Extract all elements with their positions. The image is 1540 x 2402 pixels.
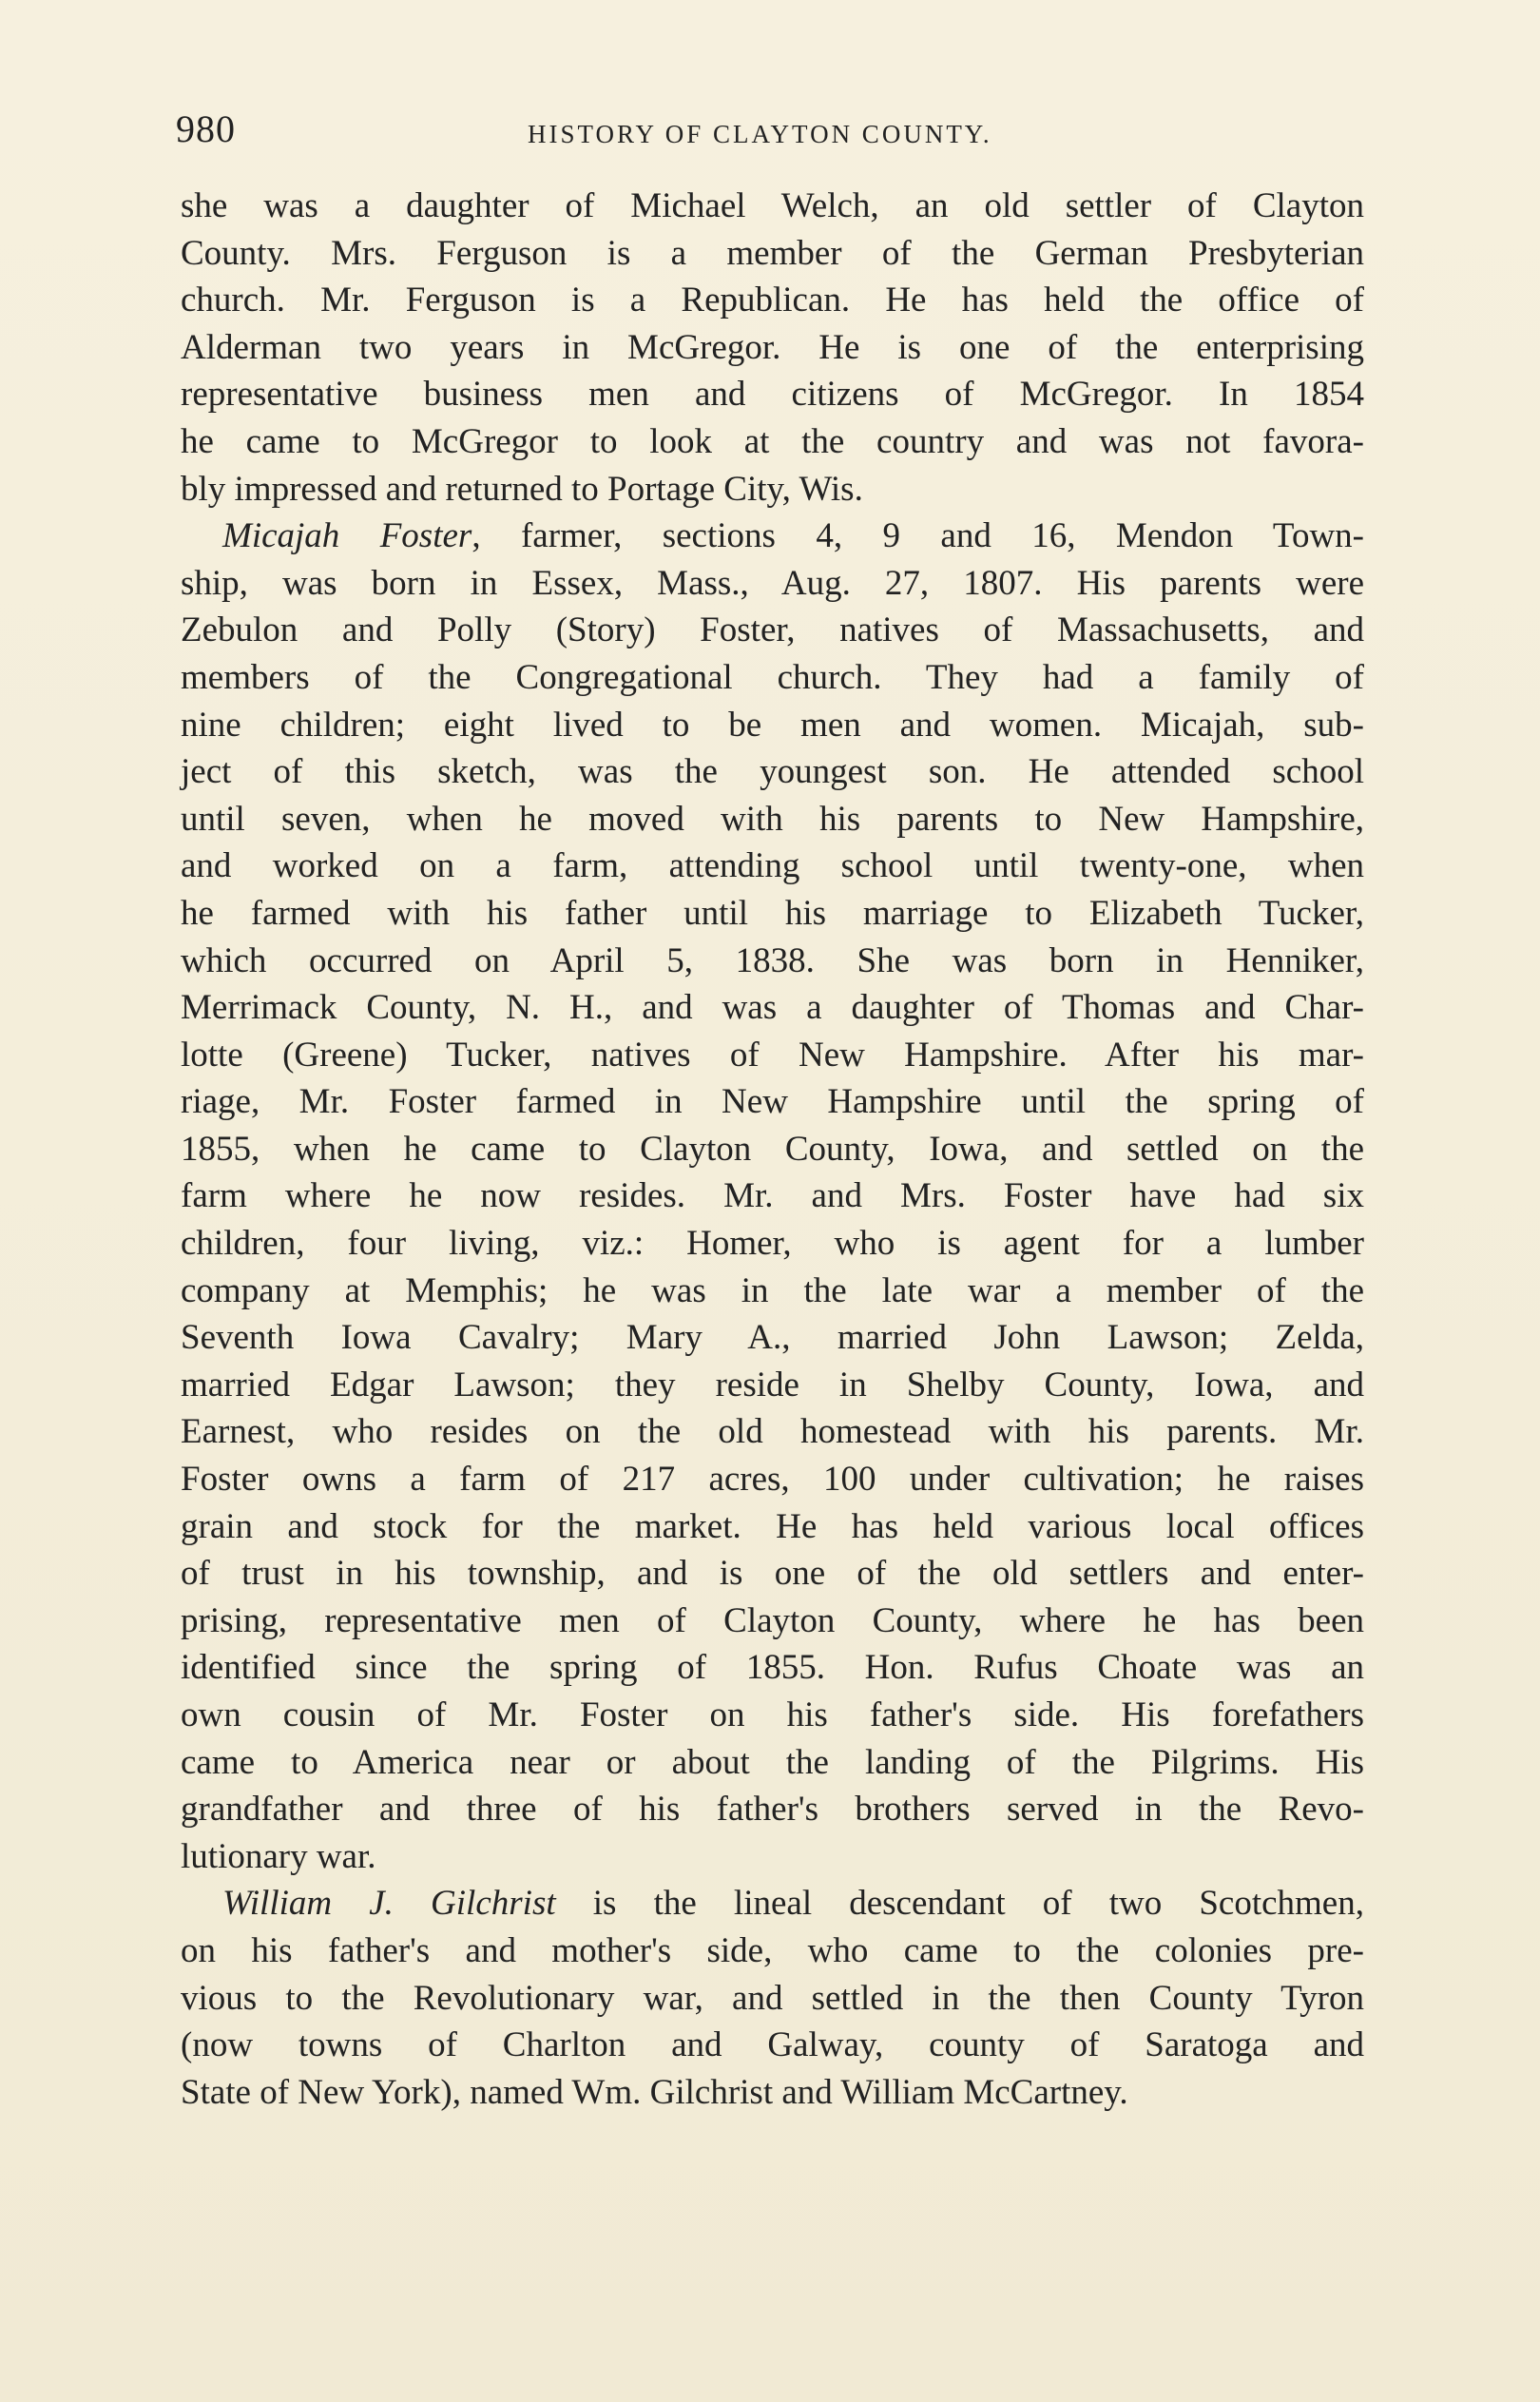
biography-name: Micajah Foster — [222, 516, 472, 556]
text-line — [181, 1786, 1364, 1833]
line-text: State of New York), named Wm. Gilchrist and William McCartney. — [181, 2072, 1128, 2112]
line-text: County. Mrs. Ferguson is a member of the German Presbyterian — [181, 233, 1364, 273]
line-text: until seven, when he moved with his parents to New Hampshire, — [181, 799, 1364, 839]
line-text: is the lineal descendant of two Scotchmen, — [555, 1884, 1364, 1924]
text-line — [181, 1880, 1364, 1927]
text-line — [181, 843, 1364, 890]
text-line — [181, 607, 1364, 654]
text-line — [181, 702, 1364, 749]
line-text: grandfather and three of his father's brothers served in the Revo- — [181, 1790, 1364, 1830]
line-text: married Edgar Lawson; they reside in Shelby County, Iowa, and — [181, 1365, 1364, 1404]
line-text: ject of this sketch, was the youngest son. He attended school — [181, 752, 1364, 792]
line-text: , farmer, sections 4, 9 and 16, Mendon Town- — [472, 516, 1364, 556]
text-line — [181, 938, 1364, 985]
line-text: on his father's and mother's side, who came to the colonies pre- — [181, 1930, 1364, 1970]
line-text: Merrimack County, N. H., and was a daughter of Thomas and Char- — [181, 988, 1364, 1028]
text-line — [181, 1268, 1364, 1315]
text-line — [181, 230, 1364, 278]
text-line — [181, 1362, 1364, 1409]
text-line — [181, 1408, 1364, 1456]
text-line — [181, 1503, 1364, 1551]
line-text: company at Memphis; he was in the late war a member of the — [181, 1270, 1364, 1310]
text-line — [181, 371, 1364, 418]
text-line — [181, 513, 1364, 560]
page-header — [176, 107, 1374, 154]
text-line — [181, 2069, 1364, 2117]
line-text: he came to McGregor to look at the country and was not favora- — [181, 421, 1364, 461]
line-text: grain and stock for the market. He has held various local offices — [181, 1506, 1364, 1546]
biography-name: William J. Gilchrist — [222, 1884, 556, 1924]
line-text: children, four living, viz.: Homer, who is agent for a lumber — [181, 1224, 1364, 1264]
line-text: 1855, when he came to Clayton County, Iowa, and settled on the — [181, 1129, 1364, 1169]
line-text: came to America near or about the landing of the Pilgrims. His — [181, 1742, 1364, 1782]
line-text: farm where he now resides. Mr. and Mrs. Foster have had six — [181, 1176, 1364, 1216]
text-line — [181, 1032, 1364, 1079]
line-text: riage, Mr. Foster farmed in New Hampshire until the spring of — [181, 1082, 1364, 1122]
line-text: vious to the Revolutionary war, and settled in the then County Tyron — [181, 1978, 1364, 2018]
text-line — [181, 1692, 1364, 1739]
line-text: (now towns of Charlton and Galway, county of Saratoga and — [181, 2025, 1364, 2065]
line-text: of trust in his township, and is one of the old settlers and enter- — [181, 1554, 1364, 1594]
text-line — [181, 1550, 1364, 1598]
line-text: lotte (Greene) Tucker, natives of New Hampshire. After his mar- — [181, 1035, 1364, 1075]
text-line — [181, 560, 1364, 608]
text-line — [181, 1172, 1364, 1220]
text-line — [181, 984, 1364, 1032]
line-text: Foster owns a farm of 217 acres, 100 under cultivation; he raises — [181, 1460, 1364, 1500]
text-line — [181, 1644, 1364, 1692]
text-line — [181, 277, 1364, 324]
text-line — [181, 890, 1364, 938]
text-line — [181, 654, 1364, 702]
line-text: Earnest, who resides on the old homestead with his parents. Mr. — [181, 1412, 1364, 1452]
line-text: Zebulon and Polly (Story) Foster, natives of Massachusetts, and — [181, 610, 1364, 650]
text-line — [181, 1927, 1364, 1975]
running-title: HISTORY OF CLAYTON COUNTY. — [528, 120, 992, 148]
text-line — [181, 1739, 1364, 1787]
line-text: nine children; eight lived to be men and women. Micajah, sub- — [181, 705, 1364, 745]
text-line — [181, 466, 1364, 513]
line-text: he farmed with his father until his marriage to Elizabeth Tucker, — [181, 893, 1364, 933]
page-number: 980 — [176, 107, 236, 150]
line-text: which occurred on April 5, 1838. She was born in Henniker, — [181, 940, 1364, 980]
text-line — [181, 796, 1364, 843]
text-line — [181, 1456, 1364, 1503]
text-line — [181, 1314, 1364, 1362]
text-line — [181, 1975, 1364, 2023]
line-text: members of the Congregational church. They had a family of — [181, 657, 1364, 697]
text-line — [181, 1220, 1364, 1268]
line-text: prising, representative men of Clayton County, where he has been — [181, 1600, 1364, 1640]
line-text: ship, was born in Essex, Mass., Aug. 27, 1807. His parents were — [181, 563, 1364, 603]
line-text: identified since the spring of 1855. Hon. Rufus Choate was an — [181, 1648, 1364, 1688]
text-line — [181, 324, 1364, 372]
text-line — [181, 1078, 1364, 1126]
text-line — [181, 748, 1364, 796]
line-text: and worked on a farm, attending school until twenty-one, when — [181, 846, 1364, 886]
body-text — [181, 183, 1364, 2116]
text-line — [181, 183, 1364, 230]
text-line — [181, 2022, 1364, 2069]
line-text: Seventh Iowa Cavalry; Mary A., married John Lawson; Zelda, — [181, 1318, 1364, 1358]
text-line — [181, 1126, 1364, 1173]
text-line — [181, 1833, 1364, 1881]
line-text: lutionary war. — [181, 1836, 376, 1876]
line-text: representative business men and citizens of McGregor. In 1854 — [181, 375, 1364, 415]
line-text: bly impressed and returned to Portage City, Wis. — [181, 469, 863, 509]
text-line — [181, 418, 1364, 466]
line-text: church. Mr. Ferguson is a Republican. He has held the office of — [181, 281, 1364, 320]
text-line — [181, 1598, 1364, 1645]
line-text: own cousin of Mr. Foster on his father's side. His forefathers — [181, 1695, 1364, 1734]
line-text: Alderman two years in McGregor. He is one of the enterprising — [181, 327, 1364, 367]
line-text: she was a daughter of Michael Welch, an old settler of Clayton — [181, 186, 1364, 225]
